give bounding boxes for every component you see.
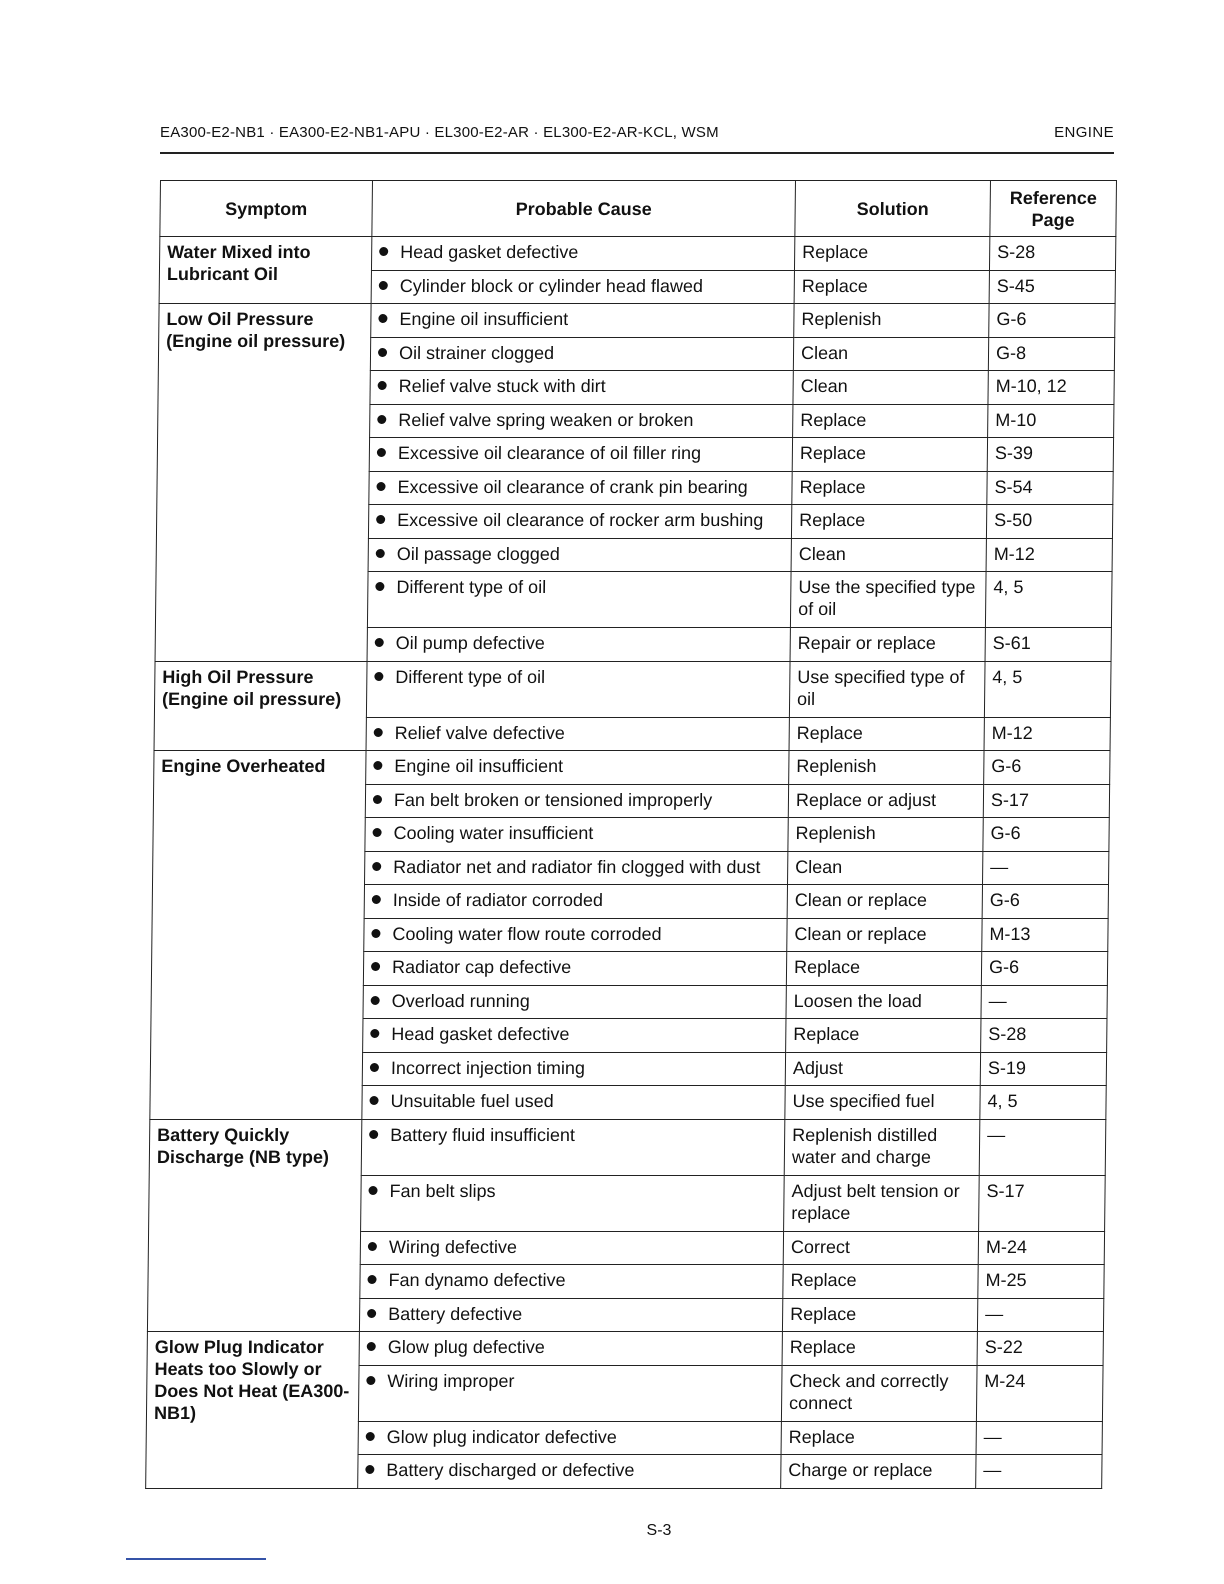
cause-cell xyxy=(369,471,792,505)
reference-cell: S-28 xyxy=(981,1019,1107,1053)
cause-text: Cylinder block or cylinder head flawed xyxy=(399,275,704,296)
bullet-icon xyxy=(367,1342,376,1351)
cause-text: Engine oil insufficient xyxy=(394,756,564,776)
reference-cell: — xyxy=(976,1455,1102,1489)
cause-cell xyxy=(368,538,791,572)
table-row xyxy=(154,661,1111,717)
bullet-icon xyxy=(368,1186,377,1195)
bullet-icon xyxy=(371,929,380,938)
header-section: ENGINE xyxy=(1054,124,1114,141)
cause-text: Relief valve stuck with dirt xyxy=(398,376,606,396)
bullet-icon xyxy=(375,582,384,591)
cause-cell xyxy=(370,404,793,438)
page-header xyxy=(160,120,1114,154)
solution-cell: Replace xyxy=(789,717,984,751)
solution-cell: Replace xyxy=(794,237,989,271)
bullet-icon xyxy=(365,1465,374,1474)
cause-cell xyxy=(360,1231,783,1265)
cause-text: Battery fluid insufficient xyxy=(390,1124,576,1145)
solution-cell: Loosen the load xyxy=(786,985,981,1019)
solution-cell: Check and correctly connect xyxy=(781,1365,977,1421)
solution-cell: Clean or replace xyxy=(787,918,982,952)
bullet-icon xyxy=(372,895,381,904)
bullet-icon xyxy=(370,1096,379,1105)
bullet-icon xyxy=(377,415,386,424)
reference-cell: M-24 xyxy=(978,1231,1104,1265)
cause-text: Fan dynamo defective xyxy=(388,1270,566,1290)
reference-cell: S-19 xyxy=(980,1052,1106,1086)
reference-cell: S-45 xyxy=(989,270,1115,304)
cause-cell xyxy=(366,717,789,751)
cause-cell xyxy=(359,1298,782,1332)
cause-text: Oil pump defective xyxy=(395,633,545,653)
cause-text: Engine oil insufficient xyxy=(399,309,569,329)
reference-cell: G-6 xyxy=(984,751,1110,785)
cause-text: Cooling water flow route corroded xyxy=(392,923,662,944)
bullet-icon xyxy=(367,1309,376,1318)
bullet-icon xyxy=(378,314,387,323)
cause-cell xyxy=(371,237,794,271)
reference-cell: S-17 xyxy=(983,784,1109,818)
table-row xyxy=(154,751,1110,785)
solution-cell: Clean xyxy=(793,371,988,405)
reference-cell: — xyxy=(977,1298,1103,1332)
col-header-probable-cause: Probable Cause xyxy=(372,181,796,237)
cause-cell xyxy=(364,885,787,919)
troubleshooting-table xyxy=(145,180,1117,1489)
cause-text: Radiator cap defective xyxy=(391,957,572,977)
reference-cell: S-50 xyxy=(986,505,1112,539)
cause-cell xyxy=(362,1052,785,1086)
cause-cell xyxy=(363,1019,786,1053)
cause-cell xyxy=(363,952,786,986)
cause-cell xyxy=(364,918,787,952)
bullet-icon xyxy=(376,482,385,491)
solution-cell: Replace xyxy=(782,1298,977,1332)
solution-cell: Replace xyxy=(781,1421,976,1455)
header-model-title: EA300-E2-NB1 · EA300-E2-NB1-APU · EL300-E2-AR · EL300-E2-AR-KCL, WSM xyxy=(160,124,719,141)
cause-cell xyxy=(371,304,794,338)
cause-text: Excessive oil clearance of rocker arm bushing xyxy=(397,510,764,530)
bullet-icon xyxy=(370,1029,379,1038)
solution-cell: Replace xyxy=(793,404,988,438)
cause-text: Cooling water insufficient xyxy=(393,823,594,843)
symptom-cell: Water Mixed into Lubricant Oil xyxy=(159,237,372,304)
symptom-cell: High Oil Pressure (Engine oil pressure) xyxy=(154,661,367,751)
cause-cell xyxy=(362,1086,785,1120)
bullet-icon xyxy=(378,381,387,390)
solution-cell: Repair or replace xyxy=(790,628,985,662)
reference-cell: G-6 xyxy=(989,304,1115,338)
cause-cell xyxy=(361,1175,785,1231)
cause-cell xyxy=(359,1332,782,1366)
solution-cell: Use specified fuel xyxy=(785,1086,980,1120)
bullet-icon xyxy=(373,828,382,837)
reference-cell: 4, 5 xyxy=(980,1086,1106,1120)
cause-cell xyxy=(358,1365,782,1421)
cause-cell xyxy=(370,337,793,371)
reference-cell: S-61 xyxy=(985,628,1111,662)
solution-cell: Correct xyxy=(783,1231,978,1265)
cause-text: Battery defective xyxy=(388,1303,523,1324)
reference-cell: M-24 xyxy=(976,1365,1103,1421)
cause-cell xyxy=(365,851,788,885)
table-row xyxy=(159,237,1115,271)
cause-text: Oil strainer clogged xyxy=(398,342,555,363)
cause-text: Unsuitable fuel used xyxy=(390,1091,554,1111)
reference-cell: — xyxy=(976,1421,1102,1455)
bullet-icon xyxy=(374,728,383,737)
bullet-icon xyxy=(370,1063,379,1072)
bullet-icon xyxy=(376,549,385,558)
cause-text: Fan belt broken or tensioned improperly xyxy=(393,789,713,810)
symptom-cell: Glow Plug Indicator Heats too Slowly or Does Not Heat (EA300-NB1) xyxy=(146,1332,360,1489)
cause-text: Battery discharged or defective xyxy=(386,1460,635,1480)
solution-cell: Replenish distilled water and charge xyxy=(784,1119,980,1175)
bullet-icon xyxy=(366,1376,375,1385)
solution-cell: Use specified type of oil xyxy=(789,661,985,717)
bullet-icon xyxy=(371,996,380,1005)
cause-cell xyxy=(369,438,792,472)
symptom-cell: Low Oil Pressure (Engine oil pressure) xyxy=(155,304,371,662)
bullet-icon xyxy=(374,672,383,681)
reference-cell: 4, 5 xyxy=(984,661,1111,717)
cause-cell xyxy=(371,270,794,304)
cause-text: Relief valve defective xyxy=(394,722,565,743)
reference-cell: S-28 xyxy=(989,237,1115,271)
reference-cell: S-17 xyxy=(979,1175,1106,1231)
cause-text: Relief valve spring weaken or broken xyxy=(398,409,694,430)
reference-cell: M-12 xyxy=(984,717,1110,751)
cause-text: Overload running xyxy=(391,990,530,1011)
solution-cell: Replace or adjust xyxy=(788,784,983,818)
reference-cell: M-10, 12 xyxy=(988,371,1114,405)
bullet-icon xyxy=(379,247,388,256)
table-body xyxy=(146,237,1116,1489)
reference-cell: 4, 5 xyxy=(985,572,1112,628)
col-header-solution: Solution xyxy=(795,181,991,237)
reference-cell: M-12 xyxy=(986,538,1112,572)
table-row xyxy=(149,1119,1106,1175)
solution-cell: Replace xyxy=(783,1265,978,1299)
decorative-rule xyxy=(126,1558,266,1560)
cause-text: Head gasket defective xyxy=(400,242,579,262)
col-header-symptom: Symptom xyxy=(160,181,373,237)
page-footer xyxy=(0,1522,1224,1540)
symptom-cell: Engine Overheated xyxy=(150,751,366,1120)
cause-cell xyxy=(365,818,788,852)
reference-cell: S-39 xyxy=(987,438,1113,472)
bullet-icon xyxy=(372,862,381,871)
bullet-icon xyxy=(376,515,385,524)
bullet-icon xyxy=(377,448,386,457)
cause-text: Different type of oil xyxy=(395,666,546,687)
table-header-row xyxy=(160,181,1117,237)
cause-text: Glow plug defective xyxy=(387,1337,545,1357)
cause-cell xyxy=(361,1119,785,1175)
reference-cell: M-13 xyxy=(982,918,1108,952)
cause-cell xyxy=(358,1421,781,1455)
cause-text: Oil passage clogged xyxy=(396,543,560,564)
bullet-icon xyxy=(378,348,387,357)
col-header-reference-page: Reference Page xyxy=(990,181,1117,237)
solution-cell: Replace xyxy=(792,438,987,472)
solution-cell: Clean or replace xyxy=(787,885,982,919)
solution-cell: Clean xyxy=(791,538,986,572)
solution-cell: Replenish xyxy=(789,751,984,785)
reference-cell: S-22 xyxy=(977,1332,1103,1366)
cause-text: Head gasket defective xyxy=(391,1024,570,1044)
reference-cell: S-54 xyxy=(987,471,1113,505)
reference-cell: G-6 xyxy=(983,818,1109,852)
solution-cell: Replenish xyxy=(794,304,989,338)
solution-cell: Replace xyxy=(782,1332,977,1366)
bullet-icon xyxy=(371,962,380,971)
solution-cell: Clean xyxy=(788,851,983,885)
bullet-icon xyxy=(375,638,384,647)
table-row xyxy=(147,1332,1103,1366)
reference-cell: M-25 xyxy=(978,1265,1104,1299)
cause-cell xyxy=(367,572,791,628)
solution-cell: Replace xyxy=(794,270,989,304)
solution-cell: Adjust xyxy=(785,1052,980,1086)
cause-text: Different type of oil xyxy=(396,577,547,597)
reference-cell: — xyxy=(983,851,1109,885)
cause-cell xyxy=(365,784,788,818)
cause-cell xyxy=(367,628,790,662)
reference-cell: G-6 xyxy=(981,952,1107,986)
cause-cell xyxy=(366,661,790,717)
cause-text: Glow plug indicator defective xyxy=(386,1426,617,1447)
cause-cell xyxy=(360,1265,783,1299)
cause-cell xyxy=(368,505,791,539)
cause-text: Wiring defective xyxy=(388,1236,518,1257)
cause-cell xyxy=(358,1455,781,1489)
solution-cell: Replace xyxy=(791,505,986,539)
cause-text: Wiring improper xyxy=(387,1370,515,1391)
solution-cell: Use the specified type of oil xyxy=(790,572,986,628)
cause-cell xyxy=(366,751,789,785)
bullet-icon xyxy=(368,1242,377,1251)
table-row xyxy=(159,304,1115,338)
solution-cell: Replace xyxy=(786,1019,981,1053)
cause-text: Excessive oil clearance of crank pin bearing xyxy=(397,476,748,497)
solution-cell: Replace xyxy=(792,471,987,505)
reference-cell: G-6 xyxy=(982,885,1108,919)
page-number: S-3 xyxy=(646,1522,672,1539)
solution-cell: Clean xyxy=(793,337,988,371)
cause-text: Incorrect injection timing xyxy=(390,1057,586,1078)
bullet-icon xyxy=(369,1130,378,1139)
bullet-icon xyxy=(373,761,382,770)
cause-text: Radiator net and radiator fin clogged with dust xyxy=(393,856,761,877)
reference-cell: G-8 xyxy=(988,337,1114,371)
cause-cell xyxy=(363,985,786,1019)
solution-cell: Charge or replace xyxy=(781,1455,976,1489)
reference-cell: M-10 xyxy=(988,404,1114,438)
bullet-icon xyxy=(366,1432,375,1441)
bullet-icon xyxy=(373,795,382,804)
reference-cell: — xyxy=(981,985,1107,1019)
symptom-cell: Battery Quickly Discharge (NB type) xyxy=(147,1119,361,1332)
solution-cell: Replenish xyxy=(788,818,983,852)
cause-text: Fan belt slips xyxy=(389,1180,496,1201)
cause-text: Excessive oil clearance of oil filler ring xyxy=(397,443,702,463)
cause-text: Inside of radiator corroded xyxy=(392,890,604,910)
bullet-icon xyxy=(379,281,388,290)
cause-cell xyxy=(370,371,793,405)
reference-cell: — xyxy=(979,1119,1106,1175)
solution-cell: Replace xyxy=(786,952,981,986)
solution-cell: Adjust belt tension or replace xyxy=(784,1175,980,1231)
bullet-icon xyxy=(367,1275,376,1284)
